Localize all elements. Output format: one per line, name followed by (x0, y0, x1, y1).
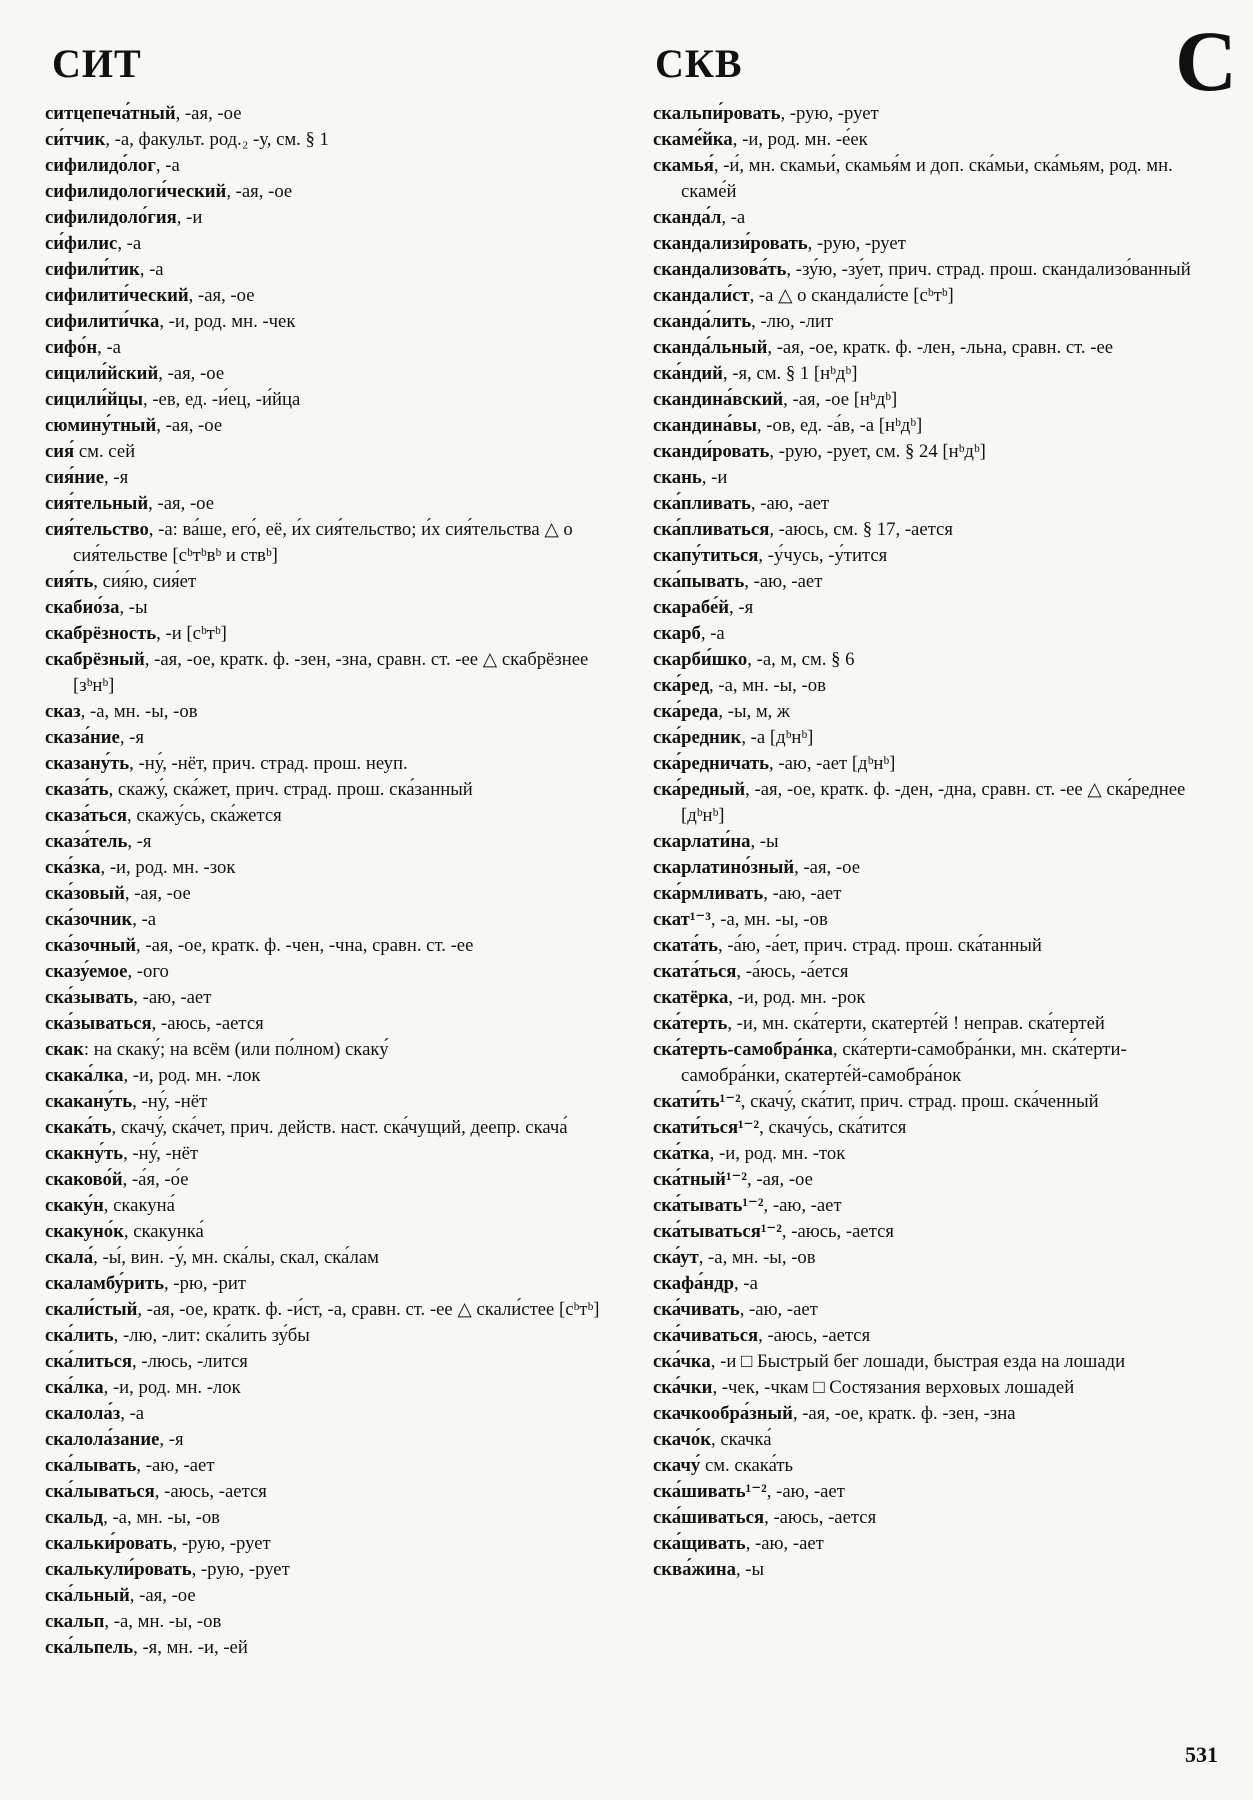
dictionary-entry: сюмину́тный, -ая, -ое (45, 415, 223, 436)
dictionary-entry: скачо́к, скачка́ (653, 1429, 772, 1450)
dictionary-entry: сказ, -а, мн. -ы, -ов (45, 701, 198, 722)
dictionary-entry: сия́тельство, -а: ва́ше, его́, её, и́х сия́тельство; и́х сия́тельства △ о сия́тельстве [сᵇтᵇвᵇ и ствᵇ] (45, 519, 573, 566)
dictionary-entry: ска́тка, -и, род. мн. -ток (653, 1143, 846, 1164)
dictionary-entry: сифилити́чка, -и, род. мн. -чек (45, 311, 296, 332)
dictionary-entry: скандализова́ть, -зу́ю, -зу́ет, прич. страд. прош. скандализо́ванный (653, 259, 1191, 280)
dictionary-entry: скака́ть, скачу́, ска́чет, прич. действ. наст. ска́чущий, деепр. скача́ (45, 1117, 568, 1138)
dictionary-entry: ска́редный, -ая, -ое, кратк. ф. -ден, -дна, сравн. ст. -ее △ ска́реднее [дᵇнᵇ] (653, 779, 1186, 826)
dictionary-entry: скака́лка, -и, род. мн. -лок (45, 1065, 261, 1086)
section-letter: С (1175, 13, 1238, 109)
dictionary-entry: скальп, -а, мн. -ы, -ов (45, 1611, 222, 1632)
dictionary-entry: сицили́йский, -ая, -ое (45, 363, 225, 384)
dictionary-entry: скафа́ндр, -а (653, 1273, 758, 1294)
dictionary-entry: скальпи́ровать, -рую, -рует (653, 103, 879, 124)
dictionary-entry: ска́пывать, -аю, -ает (653, 571, 823, 592)
page-number: 531 (1185, 1742, 1218, 1767)
dictionary-entry: скань, -и (653, 467, 728, 488)
dictionary-entry: ска́терть, -и, мн. ска́терти, скатерте́й ! неправ. ска́тертей (653, 1013, 1105, 1034)
dictionary-entry: сия́ см. сей (45, 441, 136, 462)
dictionary-entry: ска́шивать¹⁻², -аю, -ает (653, 1481, 845, 1502)
dictionary-entry: ска́щивать, -аю, -ает (653, 1533, 824, 1554)
dictionary-entry: скандина́вы, -ов, ед. -а́в, -а [нᵇдᵇ] (653, 415, 923, 436)
dictionary-entry: скамья́, -и́, мн. скамьи́, скамья́м и доп. ска́мьи, ска́мьям, род. мн. скаме́й (653, 155, 1173, 202)
dictionary-entry: сифо́н, -а (45, 337, 121, 358)
dictionary-entry: сканда́льный, -ая, -ое, кратк. ф. -лен, -льна, сравн. ст. -ее (653, 337, 1114, 358)
dictionary-entry: сия́ть, сия́ю, сия́ет (45, 571, 197, 592)
dictionary-entry: ска́зочный, -ая, -ое, кратк. ф. -чен, -чна, сравн. ст. -ее (45, 935, 474, 956)
dictionary-entry: ска́пливаться, -аюсь, см. § 17, -ается (653, 519, 953, 540)
dictionary-entry: ска́шиваться, -аюсь, -ается (653, 1507, 877, 1528)
dictionary-entry: си́филис, -а (45, 233, 142, 254)
dictionary-entry: ска́ред, -а, мн. -ы, -ов (653, 675, 826, 696)
dictionary-entry: ска́зка, -и, род. мн. -зок (45, 857, 236, 878)
dictionary-entry: ска́зочник, -а (45, 909, 157, 930)
dictionary-entry: скали́стый, -ая, -ое, кратк. ф. -и́ст, -а, сравн. ст. -ее △ скали́стее [сᵇтᵇ] (45, 1299, 600, 1320)
dictionary-entry: ската́ться, -а́юсь, -а́ется (653, 961, 849, 982)
dictionary-entry: сканда́л, -а (653, 207, 746, 228)
dictionary-entry: ска́зовый, -ая, -ое (45, 883, 191, 904)
dictionary-entry: ска́чиваться, -аюсь, -ается (653, 1325, 871, 1346)
dictionary-entry: ска́чки, -чек, -чкам □ Состязания верховых лошадей (653, 1377, 1075, 1398)
dictionary-entry: сказа́тель, -я (45, 831, 152, 852)
dictionary-entry: ска́лка, -и, род. мн. -лок (45, 1377, 241, 1398)
dictionary-entry: ска́редник, -а [дᵇнᵇ] (653, 727, 814, 748)
dictionary-entry: ска́терть-самобра́нка, ска́терти-самобра́нки, мн. ска́терти-самобра́нки, скатерте́й-самобра́нок (653, 1039, 1127, 1086)
dictionary-entry: ска́тываться¹⁻², -аюсь, -ается (653, 1221, 894, 1242)
dictionary-entry: ска́ут, -а, мн. -ы, -ов (653, 1247, 816, 1268)
dictionary-entry: ска́льпель, -я, мн. -и, -ей (45, 1637, 248, 1658)
dictionary-entry: ска́редничать, -аю, -ает [дᵇнᵇ] (653, 753, 896, 774)
dictionary-entry: си́тчик, -а, факульт. род.₂ -у, см. § 1 (45, 129, 329, 150)
dictionary-entry: скандали́ст, -а △ о скандали́сте [сᵇтᵇ] (653, 285, 954, 306)
dictionary-entry: сифилити́ческий, -ая, -ое (45, 285, 255, 306)
dictionary-entry: скакану́ть, -ну́, -нёт (45, 1091, 208, 1112)
dictionary-entry: скальд, -а, мн. -ы, -ов (45, 1507, 220, 1528)
dictionary-entry: сифилидологи́ческий, -ая, -ое (45, 181, 293, 202)
right-column (653, 101, 1223, 1583)
dictionary-entry: сканди́ровать, -рую, -рует, см. § 24 [нᵇдᵇ] (653, 441, 986, 462)
dictionary-entry: скандализи́ровать, -рую, -рует (653, 233, 906, 254)
dictionary-entry: скальки́ровать, -рую, -рует (45, 1533, 271, 1554)
dictionary-entry: скаламбу́рить, -рю, -рит (45, 1273, 246, 1294)
dictionary-entry: скарлатино́зный, -ая, -ое (653, 857, 860, 878)
dictionary-entry: сква́жина, -ы (653, 1559, 765, 1580)
dictionary-entry: скаку́н, скакуна́ (45, 1195, 175, 1216)
dictionary-entry: ска́рмливать, -аю, -ает (653, 883, 842, 904)
dictionary-entry: ска́пливать, -аю, -ает (653, 493, 830, 514)
dictionary-entry: сифилидоло́гия, -и (45, 207, 203, 228)
dictionary-entry: скабрёзность, -и [сᵇтᵇ] (45, 623, 227, 644)
dictionary-entry: скарб, -а (653, 623, 725, 644)
dictionary-entry: сия́ние, -я (45, 467, 129, 488)
dictionary-entry: скарлати́на, -ы (653, 831, 779, 852)
dictionary-entry: сказу́емое, -ого (45, 961, 169, 982)
dictionary-entry: сицили́йцы, -ев, ед. -и́ец, -и́йца (45, 389, 301, 410)
dictionary-entry: ситцепеча́тный, -ая, -ое (45, 103, 242, 124)
right-guide-word: СКВ (655, 41, 743, 86)
dictionary-entry: ска́льный, -ая, -ое (45, 1585, 196, 1606)
dictionary-entry: ска́ндий, -я, см. § 1 [нᵇдᵇ] (653, 363, 858, 384)
dictionary-entry: сифили́тик, -а (45, 259, 164, 280)
dictionary-entry: ска́тный¹⁻², -ая, -ое (653, 1169, 813, 1190)
dictionary-entry: скачу́ см. скака́ть (653, 1455, 794, 1476)
dictionary-entry: ска́тывать¹⁻², -аю, -ает (653, 1195, 842, 1216)
dictionary-entry: скак: на скаку́; на всём (или по́лном) скаку́ (45, 1039, 389, 1060)
dictionary-entry: скапу́титься, -у́чусь, -у́тится (653, 545, 888, 566)
dictionary-entry: скала́, -ы́, вин. -у́, мн. ска́лы, скал, ска́лам (45, 1247, 379, 1268)
dictionary-entry: скабио́за, -ы (45, 597, 148, 618)
dictionary-entry: скандина́вский, -ая, -ое [нᵇдᵇ] (653, 389, 898, 410)
dictionary-entry: сифилидо́лог, -а (45, 155, 180, 176)
dictionary-entry: ска́чка, -и □ Быстрый бег лошади, быстрая езда на лошади (653, 1351, 1126, 1372)
dictionary-entry: сказа́ние, -я (45, 727, 144, 748)
dictionary-entry: сия́тельный, -ая, -ое (45, 493, 215, 514)
dictionary-entry: ска́реда, -ы, м, ж (653, 701, 790, 722)
dictionary-entry: сказану́ть, -ну́, -нёт, прич. страд. прош. неуп. (45, 753, 408, 774)
dictionary-entry: сказа́ть, скажу́, ска́жет, прич. страд. прош. ска́занный (45, 779, 473, 800)
dictionary-entry: скачкообра́зный, -ая, -ое, кратк. ф. -зен, -зна (653, 1403, 1016, 1424)
dictionary-entry: сканда́лить, -лю, -лит (653, 311, 834, 332)
dictionary-entry: ската́ть, -а́ю, -а́ет, прич. страд. прош. ска́танный (653, 935, 1042, 956)
dictionary-entry: скаково́й, -а́я, -о́е (45, 1169, 189, 1190)
dictionary-entry: ска́лывать, -аю, -ает (45, 1455, 215, 1476)
dictionary-entry: скат¹⁻³, -а, мн. -ы, -ов (653, 909, 828, 930)
dictionary-entry: ска́зывать, -аю, -ает (45, 987, 212, 1008)
dictionary-entry: ска́зываться, -аюсь, -ается (45, 1013, 264, 1034)
dictionary-entry: скакуно́к, скакунка́ (45, 1221, 204, 1242)
dictionary-entry: скалькули́ровать, -рую, -рует (45, 1559, 290, 1580)
dictionary-entry: ска́лываться, -аюсь, -ается (45, 1481, 267, 1502)
dictionary-entry: ска́лить, -лю, -лит: ска́лить зу́бы (45, 1325, 310, 1346)
dictionary-entry: скарабе́й, -я (653, 597, 754, 618)
dictionary-entry: скакну́ть, -ну́, -нёт (45, 1143, 199, 1164)
dictionary-entry: скати́ть¹⁻², скачу́, ска́тит, прич. страд. прош. ска́ченный (653, 1091, 1099, 1112)
dictionary-entry: ска́литься, -люсь, -лится (45, 1351, 248, 1372)
dictionary-entry: скати́ться¹⁻², скачу́сь, ска́тится (653, 1117, 907, 1138)
left-guide-word: СИТ (52, 41, 142, 86)
dictionary-entry: скабрёзный, -ая, -ое, кратк. ф. -зен, -зна, сравн. ст. -ее △ скабрёзнее [зᵇнᵇ] (45, 649, 589, 696)
dictionary-entry: скалола́з, -а (45, 1403, 145, 1424)
dictionary-entry: ска́чивать, -аю, -ает (653, 1299, 818, 1320)
dictionary-entry: скалола́зание, -я (45, 1429, 184, 1450)
dictionary-entry: сказа́ться, скажу́сь, ска́жется (45, 805, 282, 826)
dictionary-entry: скарби́шко, -а, м, см. § 6 (653, 649, 855, 670)
dictionary-entry: скаме́йка, -и, род. мн. -е́ек (653, 129, 868, 150)
left-column (45, 101, 625, 1661)
dictionary-entry: скатёрка, -и, род. мн. -рок (653, 987, 866, 1008)
